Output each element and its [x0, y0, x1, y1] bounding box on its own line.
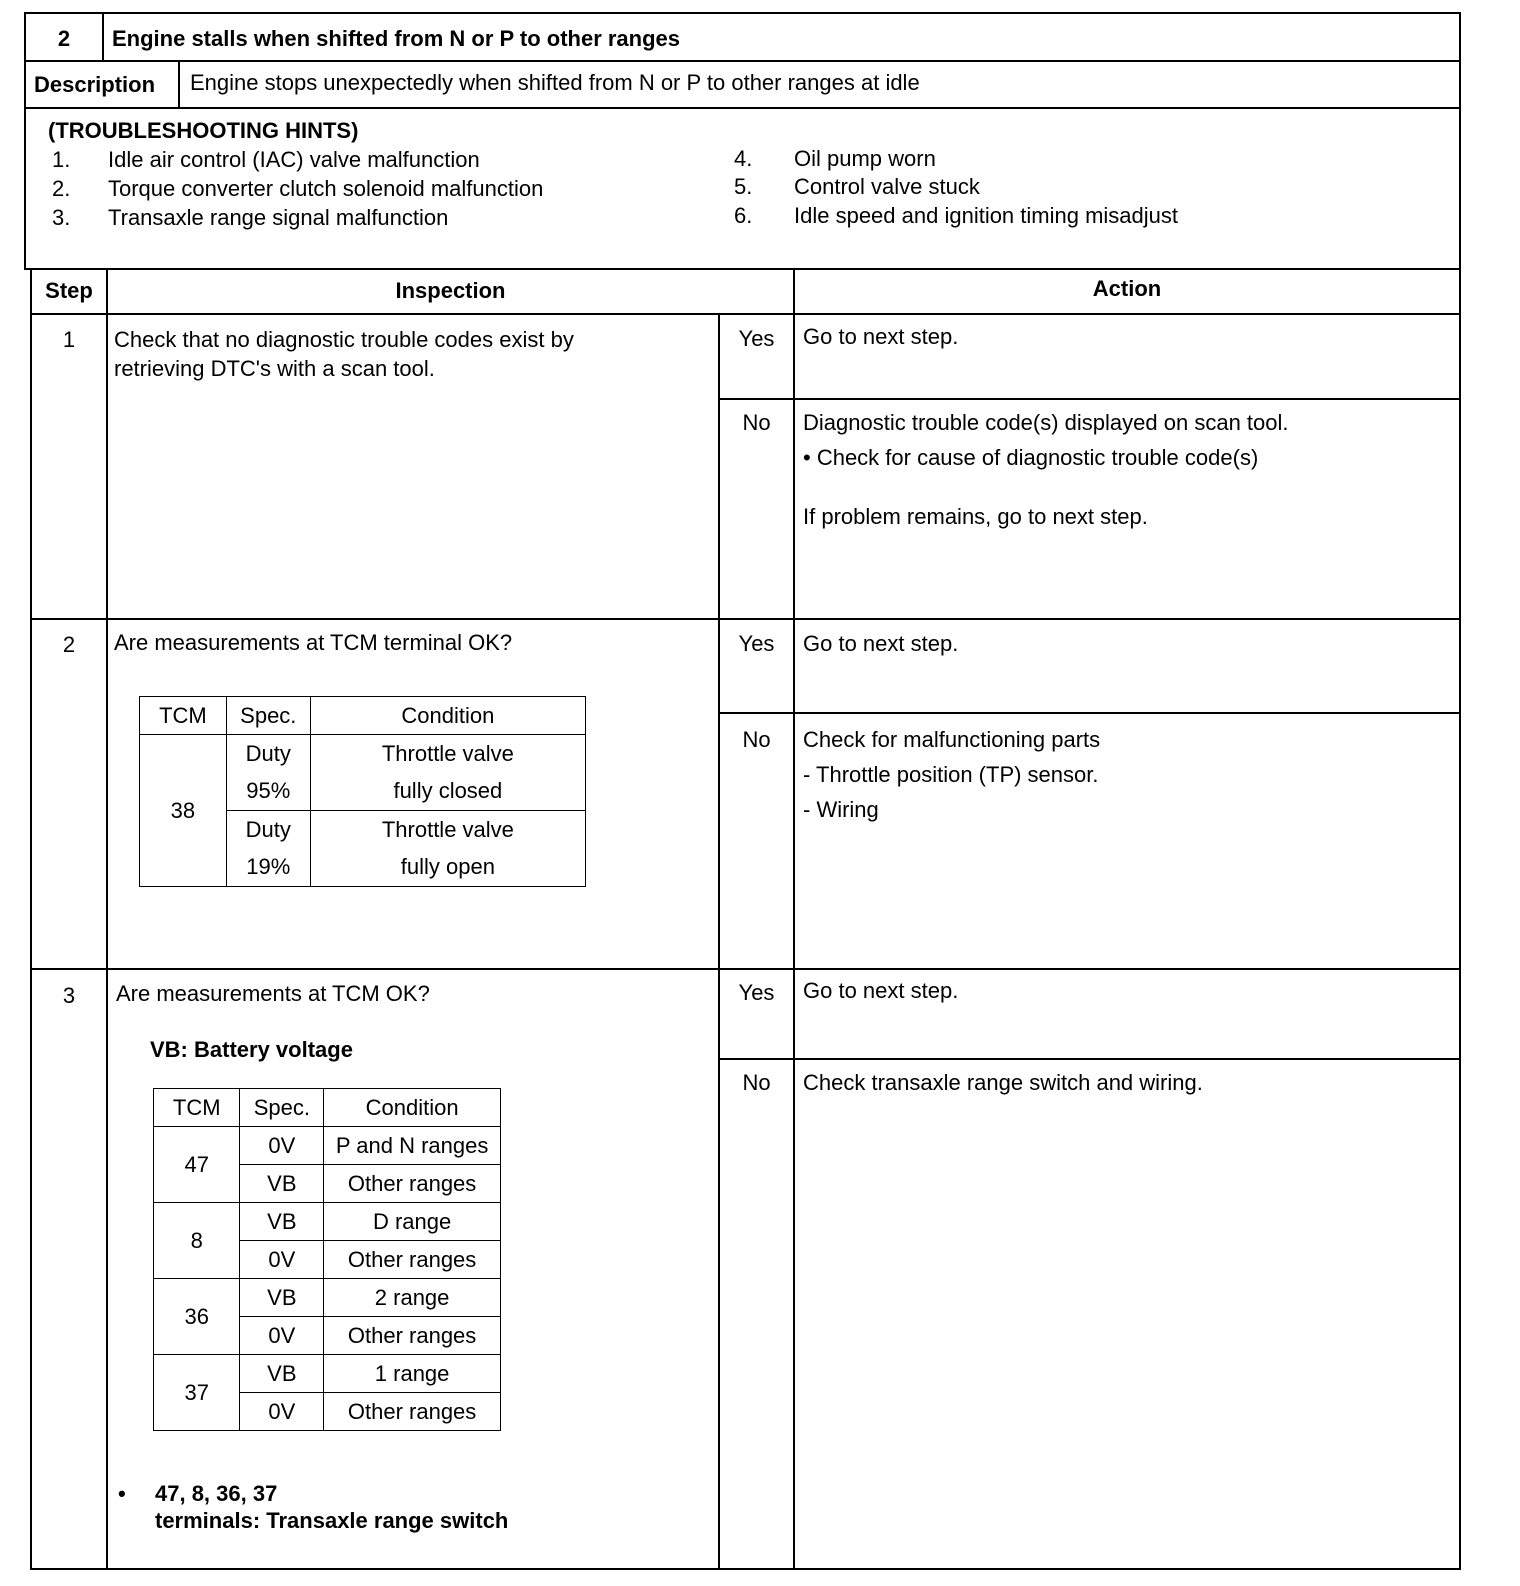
vline-header-number [102, 12, 104, 62]
hint-number: 6. [734, 203, 753, 228]
spec-cell: VB [240, 1165, 324, 1203]
outer-border-right [1459, 12, 1461, 1570]
hints-title: (TROUBLESHOOTING HINTS) [48, 118, 359, 143]
step-number: 1 [62, 327, 76, 352]
condition-cell: fully open [310, 849, 585, 887]
description-label: Description [34, 72, 156, 97]
spec-cell: 0V [240, 1317, 324, 1355]
table-header-condition: Condition [310, 697, 585, 735]
spec-cell: Duty [226, 811, 310, 849]
divider-step-2 [30, 968, 1461, 970]
table-header-spec: Spec. [240, 1089, 324, 1127]
table-header-spec: Spec. [226, 697, 310, 735]
condition-cell: P and N ranges [324, 1127, 501, 1165]
no-action-line: • Check for cause of diagnostic trouble code(s) [803, 445, 1259, 470]
spec-cell: 19% [226, 849, 310, 887]
spec-cell: 0V [240, 1241, 324, 1279]
vline-yes-no-column [718, 313, 720, 1570]
outer-border-bottom [30, 1568, 1461, 1570]
no-action-line: - Wiring [803, 797, 879, 822]
step-number: 2 [62, 632, 76, 657]
divider-step-1 [30, 618, 1461, 620]
hint-text: Transaxle range signal malfunction [108, 205, 449, 230]
hint-text: Idle air control (IAC) valve malfunction [108, 147, 480, 172]
column-header-inspection: Inspection [395, 278, 506, 303]
tcm-terminal-table [139, 696, 586, 887]
hint-number: 4. [734, 146, 753, 171]
tcm-voltage-table [153, 1088, 501, 1431]
condition-cell: Other ranges [324, 1393, 501, 1431]
hint-text: Oil pump worn [794, 146, 936, 171]
column-header-action: Action [1092, 276, 1162, 301]
hint-number: 5. [734, 174, 753, 199]
terminal-cell: 37 [154, 1355, 240, 1431]
no-action: Check transaxle range switch and wiring. [803, 1070, 1203, 1095]
condition-cell: Throttle valve [310, 735, 585, 773]
outer-border-top [24, 12, 1461, 14]
divider-step-2-yes-no [718, 712, 1461, 714]
no-label: No [742, 727, 771, 752]
spec-cell: 0V [240, 1393, 324, 1431]
divider-hints [24, 268, 1461, 270]
spec-cell: Duty [226, 735, 310, 773]
spec-cell: VB [240, 1203, 324, 1241]
condition-cell: fully closed [310, 773, 585, 811]
yes-action: Go to next step. [803, 324, 959, 349]
condition-cell: D range [324, 1203, 501, 1241]
step-inspection-line: retrieving DTC's with a scan tool. [114, 356, 435, 381]
condition-cell: 2 range [324, 1279, 501, 1317]
yes-action: Go to next step. [803, 978, 959, 1003]
table-header-condition: Condition [324, 1089, 501, 1127]
condition-cell: Other ranges [324, 1165, 501, 1203]
condition-cell: 1 range [324, 1355, 501, 1393]
divider-step-3-yes-no [718, 1058, 1461, 1060]
yes-action: Go to next step. [803, 631, 959, 656]
yes-label: Yes [738, 980, 775, 1005]
step-number: 3 [62, 983, 76, 1008]
divider-description [24, 107, 1461, 109]
vline-step-column [106, 268, 108, 1570]
spec-cell: VB [240, 1279, 324, 1317]
spec-cell: 0V [240, 1127, 324, 1165]
description-text: Engine stops unexpectedly when shifted from N or P to other ranges at idle [190, 70, 920, 95]
spec-cell: VB [240, 1355, 324, 1393]
footnote-terminals: 47, 8, 36, 37 [155, 1481, 278, 1506]
yes-label: Yes [738, 326, 775, 351]
outer-border-left-lower [30, 268, 32, 1570]
yes-label: Yes [738, 631, 775, 656]
no-label: No [742, 410, 771, 435]
no-action-line: Check for malfunctioning parts [803, 727, 1101, 752]
divider-step-1-yes-no [718, 398, 1461, 400]
no-action-line: If problem remains, go to next step. [803, 504, 1148, 529]
hint-number: 1. [52, 147, 71, 172]
vline-action-column [793, 268, 795, 1570]
condition-cell: Other ranges [324, 1241, 501, 1279]
condition-cell: Throttle valve [310, 811, 585, 849]
terminal-cell: 38 [140, 735, 227, 887]
divider-column-header [30, 313, 1461, 315]
battery-voltage-note: VB: Battery voltage [150, 1037, 353, 1062]
table-header-tcm: TCM [154, 1089, 240, 1127]
spec-cell: 95% [226, 773, 310, 811]
problem-title: Engine stalls when shifted from N or P to other ranges [112, 26, 681, 51]
no-action-line: - Throttle position (TP) sensor. [803, 762, 1099, 787]
no-action-line: Diagnostic trouble code(s) displayed on scan tool. [803, 410, 1289, 435]
condition-cell: Other ranges [324, 1317, 501, 1355]
no-label: No [742, 1070, 771, 1095]
footnote-description: terminals: Transaxle range switch [155, 1508, 509, 1533]
terminal-cell: 47 [154, 1127, 240, 1203]
hint-number: 2. [52, 176, 71, 201]
hint-text: Idle speed and ignition timing misadjust [794, 203, 1179, 228]
column-header-step: Step [45, 278, 93, 303]
terminal-cell: 8 [154, 1203, 240, 1279]
hint-text: Torque converter clutch solenoid malfunction [108, 176, 544, 201]
step-inspection-line: Check that no diagnostic trouble codes exist by [114, 327, 574, 352]
problem-number: 2 [57, 26, 71, 51]
table-header-tcm: TCM [140, 697, 227, 735]
divider-header [24, 60, 1461, 62]
step-inspection-line: Are measurements at TCM OK? [116, 981, 430, 1006]
hint-number: 3. [52, 205, 71, 230]
footnote-bullet: • [118, 1481, 126, 1506]
hint-text: Control valve stuck [794, 174, 980, 199]
vline-description-label [178, 60, 180, 109]
terminal-cell: 36 [154, 1279, 240, 1355]
step-inspection-line: Are measurements at TCM terminal OK? [114, 630, 513, 655]
